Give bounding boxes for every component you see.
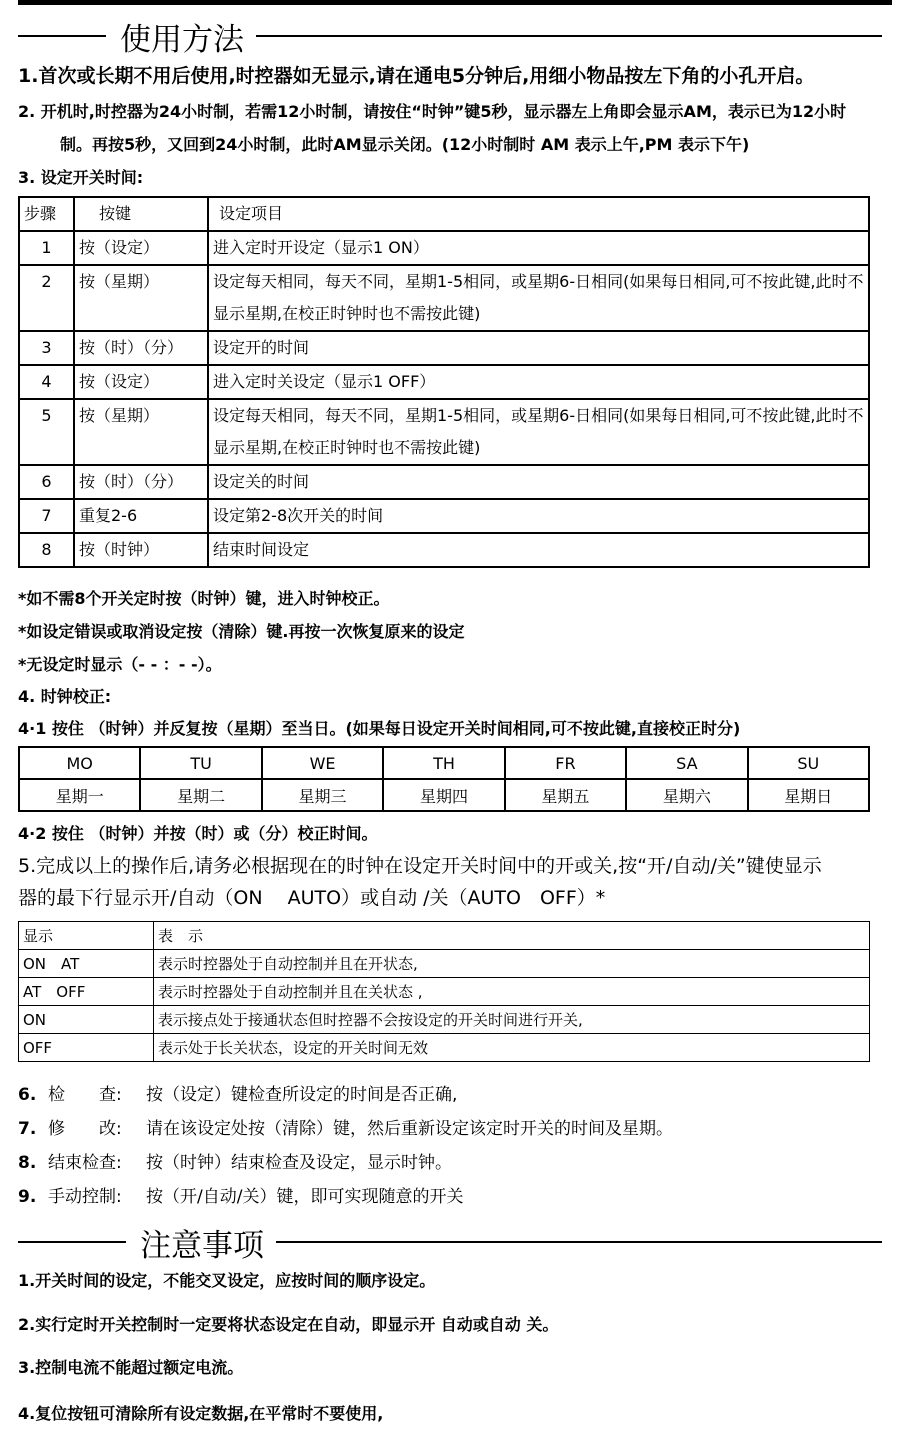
weekday-name: 星期五 [505, 779, 626, 811]
step-key: 按（星期） [74, 399, 208, 465]
table-row [19, 1034, 870, 1062]
table-row [19, 399, 869, 465]
item-text: 按（时钟）结束检查及设定，显示时钟。 [146, 1153, 452, 1173]
paragraph-5-line-2: 器的最下行显示开/自动（ON AUTO）或自动 /关（AUTO OFF）* [18, 887, 606, 909]
paragraph-4-2: 4·2 按住 （时钟）并按（时）或（分）校正时间。 [18, 824, 378, 843]
display-meaning: 表示时控器处于自动控制并且在关状态 , [154, 978, 870, 1006]
paragraph-2-line-2: 制。再按5秒，又回到24小时制，此时AM显示关闭。(12小时制时 AM 表示上午,PM 表示下午) [60, 135, 750, 154]
paragraph-4: 4. 时钟校正: [18, 687, 112, 706]
display-meaning: 表示时控器处于自动控制并且在开状态, [154, 950, 870, 978]
section-title-text: 注意事项 [140, 1227, 264, 1264]
note-2: *如设定错误或取消设定按（清除）键.再按一次恢复原来的设定 [18, 622, 465, 641]
caution-3: 3.控制电流不能超过额定电流。 [18, 1358, 244, 1377]
section-title-usage [18, 14, 882, 58]
list-item [18, 1114, 673, 1148]
step-item: 设定每天相同，每天不同，星期1-5相同，或星期6-日相同(如果每日相同,可不按此键,此时不显示星期,在校正时钟时也不需按此键) [208, 399, 869, 465]
display-table [18, 921, 870, 1062]
step-key: 按（设定） [74, 231, 208, 265]
table-row [19, 365, 869, 399]
weekday-name: 星期一 [19, 779, 140, 811]
step-item: 设定开的时间 [208, 331, 869, 365]
step-number: 5 [19, 399, 74, 465]
table-row [19, 950, 870, 978]
table-row [19, 231, 869, 265]
item-text: 按（设定）键检查所设定的时间是否正确, [146, 1085, 458, 1105]
paragraph-5-line-1: 5.完成以上的操作后,请务必根据现在的时钟在设定开关时间中的开或关,按“开/自动/关”键使显示 [18, 855, 822, 877]
step-number: 1 [19, 231, 74, 265]
step-item: 设定第2-8次开关的时间 [208, 499, 869, 533]
header-cell: 按键 [74, 197, 208, 231]
table-row [19, 978, 870, 1006]
weekday-name: 星期三 [262, 779, 383, 811]
header-cell: 显示 [19, 922, 154, 950]
item-label: 手动控制: [48, 1187, 122, 1207]
table-row [19, 465, 869, 499]
list-item [18, 1182, 673, 1216]
step-item: 设定关的时间 [208, 465, 869, 499]
table-row [19, 499, 869, 533]
weekday-code: TU [140, 747, 261, 779]
weekday-code: FR [505, 747, 626, 779]
weekday-code: SU [748, 747, 869, 779]
note-1: *如不需8个开关定时按（时钟）键，进入时钟校正。 [18, 589, 390, 608]
title-rule-right [276, 1241, 882, 1243]
weekday-table [18, 746, 870, 812]
note-3: *无设定时显示（- - ：- -）。 [18, 655, 222, 674]
weekday-code-row [19, 747, 869, 779]
title-rule-left [18, 1241, 126, 1243]
list-item [18, 1080, 673, 1114]
step-key: 按（时）（分） [74, 465, 208, 499]
list-item [18, 1148, 673, 1182]
section-title-notes [18, 1220, 882, 1264]
item-number: 8. [18, 1153, 37, 1173]
paragraph-2-line-1: 2. 开机时,时控器为24小时制，若需12小时制，请按住“时钟”键5秒，显示器左上角即会显示AM，表示已为12小时 [18, 102, 847, 121]
item-label: 检 查: [48, 1085, 122, 1105]
table-row [19, 331, 869, 365]
step-number: 3 [19, 331, 74, 365]
step-number: 2 [19, 265, 74, 331]
item-text: 请在该设定处按（清除）键，然后重新设定该定时开关的时间及星期。 [146, 1119, 673, 1139]
step-item: 进入定时关设定（显示1 OFF） [208, 365, 869, 399]
step-key: 按（星期） [74, 265, 208, 331]
paragraph-3: 3. 设定开关时间: [18, 168, 144, 187]
table-header-row [19, 922, 870, 950]
item-label: 结束检查: [48, 1153, 122, 1173]
header-cell: 表 示 [154, 922, 870, 950]
display-code: AT OFF [19, 978, 154, 1006]
operation-list [18, 1080, 673, 1216]
header-cell: 步骤 [19, 197, 74, 231]
weekday-code: MO [19, 747, 140, 779]
weekday-code: WE [262, 747, 383, 779]
item-label: 修 改: [48, 1119, 122, 1139]
table-row [19, 533, 869, 567]
weekday-name: 星期二 [140, 779, 261, 811]
caution-4: 4.复位按钮可清除所有设定数据,在平常时不要使用, [18, 1404, 384, 1423]
weekday-name: 星期四 [383, 779, 504, 811]
item-number: 9. [18, 1187, 37, 1207]
top-border [18, 0, 892, 5]
step-key: 重复2-6 [74, 499, 208, 533]
display-meaning: 表示处于长关状态，设定的开关时间无效 [154, 1034, 870, 1062]
step-key: 按（时钟） [74, 533, 208, 567]
weekday-code: SA [626, 747, 747, 779]
step-number: 6 [19, 465, 74, 499]
weekday-name: 星期六 [626, 779, 747, 811]
step-key: 按（时）（分） [74, 331, 208, 365]
display-code: ON AT [19, 950, 154, 978]
table-row [19, 1006, 870, 1034]
table-row [19, 265, 869, 331]
title-rule-left [18, 35, 106, 37]
paragraph-1: 1.首次或长期不用后使用,时控器如无显示,请在通电5分钟后,用细小物品按左下角的小孔开启。 [18, 65, 815, 87]
step-number: 7 [19, 499, 74, 533]
step-item: 结束时间设定 [208, 533, 869, 567]
item-number: 7. [18, 1119, 37, 1139]
step-number: 4 [19, 365, 74, 399]
weekday-code: TH [383, 747, 504, 779]
table-header-row [19, 197, 869, 231]
weekday-name: 星期日 [748, 779, 869, 811]
item-number: 6. [18, 1085, 37, 1105]
step-item: 进入定时开设定（显示1 ON） [208, 231, 869, 265]
header-cell: 设定项目 [208, 197, 869, 231]
display-code: ON [19, 1006, 154, 1034]
title-rule-right [256, 35, 882, 37]
step-key: 按（设定） [74, 365, 208, 399]
display-code: OFF [19, 1034, 154, 1062]
caution-1: 1.开关时间的设定，不能交叉设定，应按时间的顺序设定。 [18, 1271, 436, 1290]
paragraph-4-1: 4·1 按住 （时钟）并反复按（星期）至当日。(如果每日设定开关时间相同,可不按此键,直接校正时分) [18, 719, 741, 738]
step-number: 8 [19, 533, 74, 567]
display-meaning: 表示接点处于接通状态但时控器不会按设定的开关时间进行开关, [154, 1006, 870, 1034]
step-item: 设定每天相同，每天不同，星期1-5相同，或星期6-日相同(如果每日相同,可不按此键,此时不显示星期,在校正时钟时也不需按此键) [208, 265, 869, 331]
item-text: 按（开/自动/关）键，即可实现随意的开关 [146, 1187, 464, 1207]
section-title-text: 使用方法 [120, 21, 244, 58]
weekday-name-row [19, 779, 869, 811]
steps-table [18, 196, 870, 568]
caution-2: 2.实行定时开关控制时一定要将状态设定在自动，即显示开 自动或自动 关。 [18, 1315, 559, 1334]
